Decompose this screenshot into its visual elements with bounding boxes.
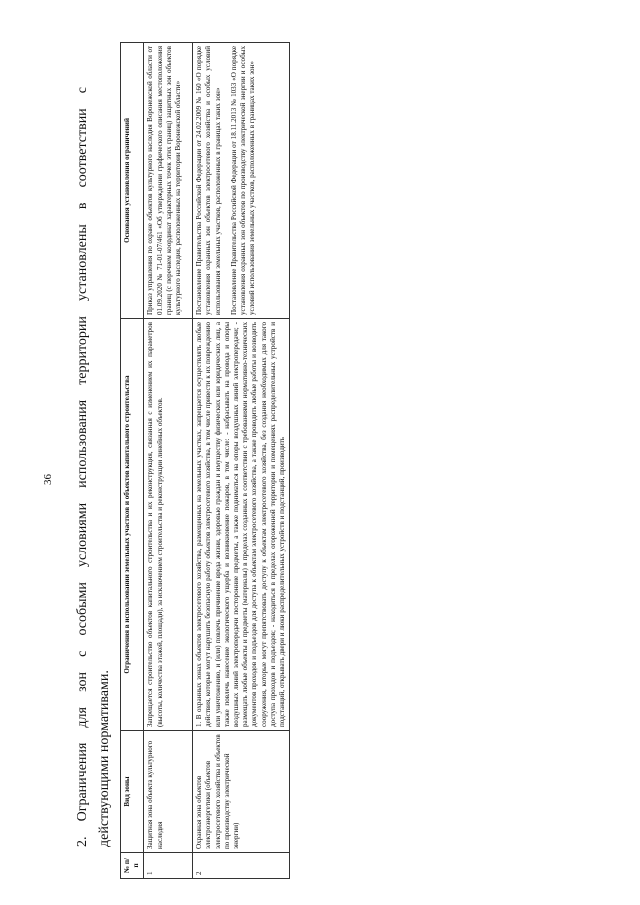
zone-type: Охранная зона объектов электроэнергетики (объектов электросетевого хозяйства и объектов по производству электрической энергии) — [193, 731, 290, 853]
header-number: № п/п — [121, 853, 144, 879]
restrictions-text: Запрещается строительство объектов капитального строительства и их реконструкция, связанная с изменением их параметров (высоты, количества этажей, площади), за исключением строительства и реконструкции линейных объектов. — [144, 319, 193, 731]
basis-paragraph: Постановление Правительства Российской Федерации от 24.02.2009 № 160 «О порядке установления охранных зон объектов электросетевого хозяйства и особых условий использования земельных участков, расположенных в границах таких зон» — [195, 46, 222, 315]
heading-line-2: действующими нормативами. — [97, 670, 112, 847]
zone-type: Защитная зона объекта культурного наследия — [144, 731, 193, 853]
header-zone-type: Вид зоны — [121, 731, 144, 853]
heading-line-1: 2. Ограничения для зон с особыми условиями использования территории установлены в соответствии с — [75, 87, 90, 847]
basis-paragraph: Постановление Правительства Российской Федерации от 18.11.2013 № 1033 «О порядке установления охранных зон объектов по производству электрической энергии и особых условий использования земельных участков, расположенных в границах таких зон» — [229, 46, 257, 315]
basis-cell — [144, 43, 193, 319]
header-restrictions: Ограничения в использовании земельных участков и объектов капитального строительства — [121, 319, 144, 731]
section-heading — [72, 87, 116, 847]
restrictions-table — [120, 42, 290, 879]
table-row — [144, 43, 193, 879]
row-number: 2 — [193, 853, 290, 879]
basis-cell — [193, 43, 290, 319]
header-basis: Основания установления ограничений — [121, 43, 144, 319]
table-header-row — [121, 43, 144, 879]
page-number: 36 — [42, 474, 54, 485]
restrictions-text: 1. В охранных зонах объектов электросетевого хозяйства, размещенных на земельных участках, запрещается осуществлять любые действия, которые могут нарушить безопасную работу объектов электросетевого хозяйства, в том числе привести к их повреждению или уничтожению, и (или) повлечь причинение вреда жизни, здоровью граждан и имуществу физических или юридических лиц, а также повлечь нанесение экологического ущерба и возникновение пожаров, в том числе: - набрасывать на провода и опоры воздушных линий электропередачи посторонние предметы, а также подниматься на опоры воздушных линий электропередачи; - размещать любые объекты и предметы (материалы) в пределах созданных в соответствии с требованиями нормативно-технических документов проходов и подъездов для доступа к объектам электросетевого хозяйства, а также проводить любые работы и возводить сооружения, которые могут препятствовать доступу к объектам электросетевого хозяйства, без создания необходимых для такого доступа проходов и подъездов; - находиться в пределах огороженной территории и помещениях распределительных устройств и подстанций, открывать двери и люки распределительных устройств и подстанций, производить — [193, 319, 290, 731]
table-row — [193, 43, 290, 879]
basis-paragraph: Приказ управления по охране объектов культурного наследия Воронежской области от 01.09.2020 № 71-01-07/461 «Об утверждении графического описания местоположения границ (с перечнем координат характерных точек этих границ) защитных зон объектов культурного наследия, расположенных на территории Воронежской области» — [146, 46, 183, 315]
row-number: 1 — [144, 853, 193, 879]
